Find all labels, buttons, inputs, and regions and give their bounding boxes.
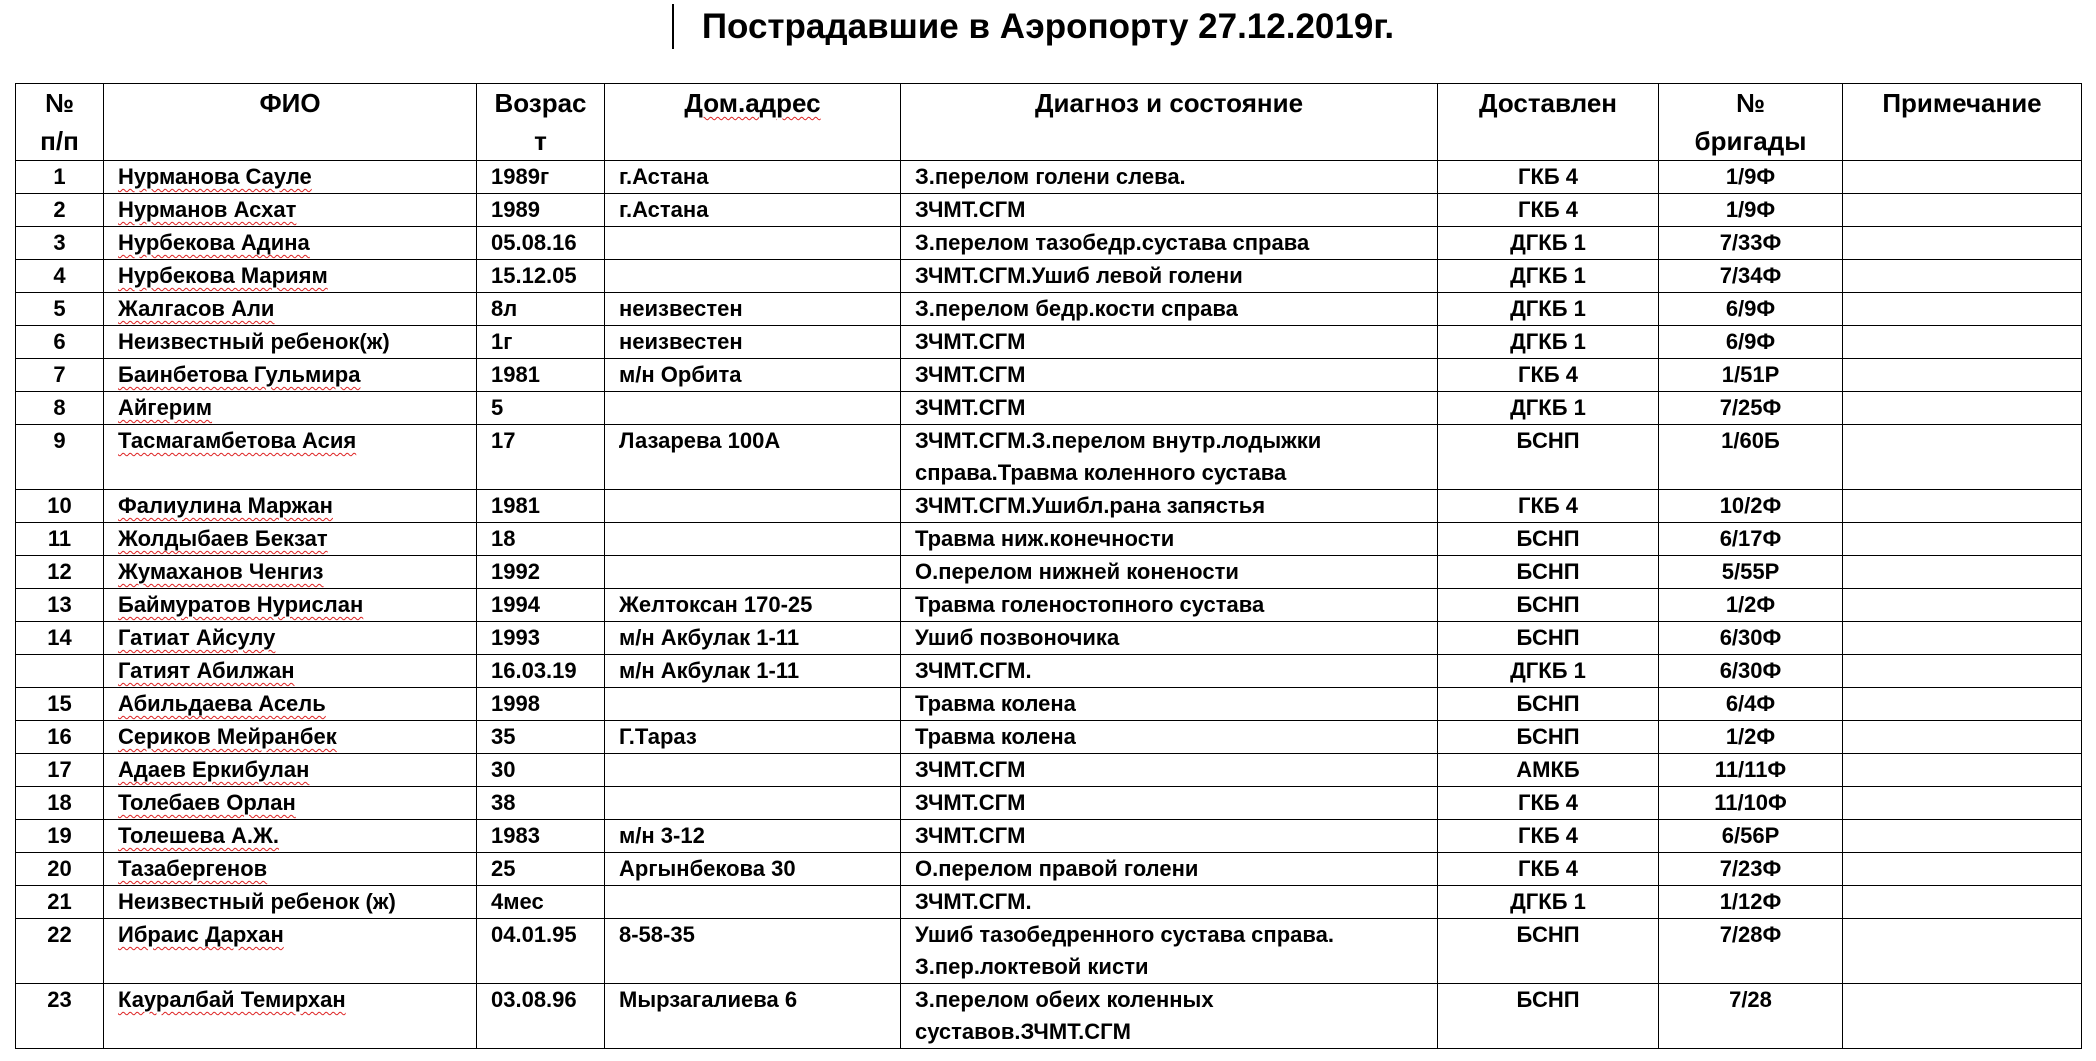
cell-num: 18 [16, 787, 104, 820]
cell-delivered: ГКБ 4 [1438, 490, 1659, 523]
cell-diagnosis: О.перелом нижней конености [901, 556, 1438, 589]
cell-brigade: 7/23Ф [1659, 853, 1843, 886]
cell-delivered: БСНП [1438, 688, 1659, 721]
cell-brigade: 1/12Ф [1659, 886, 1843, 919]
cell-name: Жалгасов Али [104, 293, 477, 326]
cell-age: 1981 [477, 490, 605, 523]
cell-delivered: БСНП [1438, 523, 1659, 556]
cell-name: Сериков Мейранбек [104, 721, 477, 754]
cell-address [605, 227, 901, 260]
cell-brigade: 7/34Ф [1659, 260, 1843, 293]
cell-name: Адаев Еркибулан [104, 754, 477, 787]
cell-num: 7 [16, 359, 104, 392]
cell-delivered: АМКБ [1438, 754, 1659, 787]
cell-name: Фалиулина Маржан [104, 490, 477, 523]
cell-delivered: ДГКБ 1 [1438, 293, 1659, 326]
cell-address [605, 754, 901, 787]
table-row [16, 523, 2082, 556]
cell-address [605, 490, 901, 523]
cell-brigade: 11/11Ф [1659, 754, 1843, 787]
cell-brigade: 10/2Ф [1659, 490, 1843, 523]
cell-address [605, 523, 901, 556]
table-row [16, 853, 2082, 886]
cell-brigade: 6/30Ф [1659, 655, 1843, 688]
cell-note [1843, 655, 2082, 688]
cell-diagnosis: З.перелом обеих коленных суставов.ЗЧМТ.СГМ [901, 984, 1438, 1049]
cell-age: 4мес [477, 886, 605, 919]
cell-num: 12 [16, 556, 104, 589]
cell-note [1843, 984, 2082, 1049]
cell-name: Ибраис Дархан [104, 919, 477, 984]
cell-age: 1994 [477, 589, 605, 622]
cell-address: г.Астана [605, 194, 901, 227]
table-row [16, 490, 2082, 523]
cell-diagnosis: Травма колена [901, 688, 1438, 721]
cell-brigade: 7/25Ф [1659, 392, 1843, 425]
cell-address: м/н Орбита [605, 359, 901, 392]
cell-diagnosis: З.перелом бедр.кости справа [901, 293, 1438, 326]
table-row [16, 754, 2082, 787]
cell-note [1843, 820, 2082, 853]
cell-name: Нурбекова Адина [104, 227, 477, 260]
cell-num: 3 [16, 227, 104, 260]
cell-diagnosis: ЗЧМТ.СГМ [901, 194, 1438, 227]
table-row [16, 622, 2082, 655]
cell-age: 1998 [477, 688, 605, 721]
cell-num: 6 [16, 326, 104, 359]
cell-address: г.Астана [605, 161, 901, 194]
cell-age: 1989 [477, 194, 605, 227]
cell-brigade: 1/51Р [1659, 359, 1843, 392]
cell-age: 8л [477, 293, 605, 326]
cell-brigade: 5/55Р [1659, 556, 1843, 589]
table-row [16, 886, 2082, 919]
cell-address: Желтоксан 170-25 [605, 589, 901, 622]
table-row [16, 820, 2082, 853]
cell-address: неизвестен [605, 293, 901, 326]
cell-age: 1г [477, 326, 605, 359]
cell-num: 20 [16, 853, 104, 886]
cell-delivered: БСНП [1438, 984, 1659, 1049]
header-address: Дом.адрес [605, 84, 901, 161]
cell-brigade: 6/9Ф [1659, 293, 1843, 326]
cell-age: 1981 [477, 359, 605, 392]
table-row [16, 721, 2082, 754]
cell-delivered: ГКБ 4 [1438, 161, 1659, 194]
header-diagnosis: Диагноз и состояние [901, 84, 1438, 161]
cell-name: Баинбетова Гульмира [104, 359, 477, 392]
cell-brigade: 1/9Ф [1659, 194, 1843, 227]
cell-delivered: ДГКБ 1 [1438, 227, 1659, 260]
cell-address: м/н 3-12 [605, 820, 901, 853]
table-row [16, 326, 2082, 359]
cell-diagnosis: ЗЧМТ.СГМ [901, 359, 1438, 392]
victims-table [15, 83, 2082, 1049]
cell-diagnosis: ЗЧМТ.СГМ [901, 820, 1438, 853]
cell-diagnosis: ЗЧМТ.СГМ [901, 754, 1438, 787]
cell-num [16, 655, 104, 688]
cell-age: 15.12.05 [477, 260, 605, 293]
cell-brigade: 6/17Ф [1659, 523, 1843, 556]
table-header-row [16, 84, 2082, 161]
header-delivered: Доставлен [1438, 84, 1659, 161]
cell-num: 9 [16, 425, 104, 490]
cell-name: Гатиат Айсулу [104, 622, 477, 655]
header-note: Примечание [1843, 84, 2082, 161]
cell-delivered: ГКБ 4 [1438, 853, 1659, 886]
cell-age: 17 [477, 425, 605, 490]
cell-address: 8-58-35 [605, 919, 901, 984]
cell-note [1843, 754, 2082, 787]
cell-address [605, 688, 901, 721]
cell-brigade: 7/28Ф [1659, 919, 1843, 984]
cell-diagnosis: З.перелом тазобедр.сустава справа [901, 227, 1438, 260]
cell-diagnosis: ЗЧМТ.СГМ.З.перелом внутр.лодыжки справа.Травма коленного сустава [901, 425, 1438, 490]
cell-name: Абильдаева Асель [104, 688, 477, 721]
cell-num: 17 [16, 754, 104, 787]
cell-num: 19 [16, 820, 104, 853]
page-title: Пострадавшие в Аэропорту 27.12.2019г. [701, 7, 1395, 46]
cell-num: 13 [16, 589, 104, 622]
cell-num: 5 [16, 293, 104, 326]
cell-diagnosis: ЗЧМТ.СГМ [901, 326, 1438, 359]
cell-delivered: БСНП [1438, 589, 1659, 622]
cell-num: 1 [16, 161, 104, 194]
cell-brigade: 11/10Ф [1659, 787, 1843, 820]
cell-name: Толебаев Орлан [104, 787, 477, 820]
cell-age: 5 [477, 392, 605, 425]
cell-address [605, 556, 901, 589]
header-name: ФИО [104, 84, 477, 161]
cell-name: Жолдыбаев Бекзат [104, 523, 477, 556]
cell-name: Баймуратов Нурислан [104, 589, 477, 622]
header-brigade: № бригады [1659, 84, 1843, 161]
cell-brigade: 7/28 [1659, 984, 1843, 1049]
cell-name: Нурбекова Мариям [104, 260, 477, 293]
cell-diagnosis: ЗЧМТ.СГМ.Ушибл.рана запястья [901, 490, 1438, 523]
table-row [16, 425, 2082, 490]
cell-brigade: 6/9Ф [1659, 326, 1843, 359]
table-row [16, 194, 2082, 227]
cell-delivered: ГКБ 4 [1438, 787, 1659, 820]
cell-delivered: ГКБ 4 [1438, 820, 1659, 853]
header-age: Возрас т [477, 84, 605, 161]
cell-brigade: 6/4Ф [1659, 688, 1843, 721]
cell-note [1843, 523, 2082, 556]
table-row [16, 984, 2082, 1049]
cell-note [1843, 293, 2082, 326]
cell-name: Тазабергенов [104, 853, 477, 886]
table-row [16, 787, 2082, 820]
cell-note [1843, 359, 2082, 392]
cell-diagnosis: ЗЧМТ.СГМ [901, 787, 1438, 820]
cell-diagnosis: Травма голеностопного сустава [901, 589, 1438, 622]
cell-age: 1992 [477, 556, 605, 589]
cell-num: 10 [16, 490, 104, 523]
cell-note [1843, 886, 2082, 919]
cell-diagnosis: Травма ниж.конечности [901, 523, 1438, 556]
cell-delivered: ДГКБ 1 [1438, 392, 1659, 425]
cell-name: Нурманов Асхат [104, 194, 477, 227]
cell-address: Лазарева 100А [605, 425, 901, 490]
cell-age: 16.03.19 [477, 655, 605, 688]
cell-note [1843, 392, 2082, 425]
cell-address [605, 886, 901, 919]
cell-diagnosis: ЗЧМТ.СГМ. [901, 886, 1438, 919]
cell-address: м/н Акбулак 1-11 [605, 655, 901, 688]
table-row [16, 161, 2082, 194]
cell-num: 14 [16, 622, 104, 655]
cell-num: 8 [16, 392, 104, 425]
cell-brigade: 6/30Ф [1659, 622, 1843, 655]
cell-note [1843, 194, 2082, 227]
cell-brigade: 1/9Ф [1659, 161, 1843, 194]
cell-delivered: БСНП [1438, 425, 1659, 490]
cell-address: м/н Акбулак 1-11 [605, 622, 901, 655]
cell-delivered: ДГКБ 1 [1438, 655, 1659, 688]
table-row [16, 655, 2082, 688]
cell-num: 16 [16, 721, 104, 754]
cell-delivered: БСНП [1438, 721, 1659, 754]
cell-address: неизвестен [605, 326, 901, 359]
cell-diagnosis: Ушиб позвоночика [901, 622, 1438, 655]
table-row [16, 392, 2082, 425]
cell-delivered: ДГКБ 1 [1438, 260, 1659, 293]
cell-name: Гатият Абилжан [104, 655, 477, 688]
cell-age: 03.08.96 [477, 984, 605, 1049]
header-num: № п/п [16, 84, 104, 161]
cell-brigade: 1/2Ф [1659, 589, 1843, 622]
cell-note [1843, 787, 2082, 820]
cell-delivered: БСНП [1438, 622, 1659, 655]
cell-note [1843, 556, 2082, 589]
cell-note [1843, 622, 2082, 655]
cell-num: 4 [16, 260, 104, 293]
text-cursor [672, 4, 674, 49]
cell-diagnosis: О.перелом правой голени [901, 853, 1438, 886]
cell-address [605, 392, 901, 425]
cell-name: Кауралбай Темирхан [104, 984, 477, 1049]
cell-note [1843, 227, 2082, 260]
cell-diagnosis: ЗЧМТ.СГМ.Ушиб левой голени [901, 260, 1438, 293]
cell-delivered: БСНП [1438, 919, 1659, 984]
cell-age: 35 [477, 721, 605, 754]
cell-name: Нурманова Сауле [104, 161, 477, 194]
cell-delivered: БСНП [1438, 556, 1659, 589]
table-row [16, 556, 2082, 589]
cell-name: Тасмагамбетова Асия [104, 425, 477, 490]
cell-note [1843, 688, 2082, 721]
cell-delivered: ДГКБ 1 [1438, 326, 1659, 359]
table-row [16, 359, 2082, 392]
cell-age: 38 [477, 787, 605, 820]
cell-age: 05.08.16 [477, 227, 605, 260]
cell-num: 21 [16, 886, 104, 919]
table-row [16, 919, 2082, 984]
cell-address: Г.Тараз [605, 721, 901, 754]
cell-name: Неизвестный ребенок(ж) [104, 326, 477, 359]
cell-note [1843, 260, 2082, 293]
cell-note [1843, 490, 2082, 523]
cell-age: 18 [477, 523, 605, 556]
cell-note [1843, 853, 2082, 886]
cell-diagnosis: ЗЧМТ.СГМ [901, 392, 1438, 425]
cell-name: Неизвестный ребенок (ж) [104, 886, 477, 919]
cell-num: 22 [16, 919, 104, 984]
cell-diagnosis: Ушиб тазобедренного сустава справа. З.пер.локтевой кисти [901, 919, 1438, 984]
cell-age: 1993 [477, 622, 605, 655]
cell-age: 1983 [477, 820, 605, 853]
cell-age: 04.01.95 [477, 919, 605, 984]
table-row [16, 227, 2082, 260]
cell-note [1843, 919, 2082, 984]
cell-name: Жумаханов Ченгиз [104, 556, 477, 589]
table-row [16, 688, 2082, 721]
cell-note [1843, 589, 2082, 622]
cell-age: 1989г [477, 161, 605, 194]
cell-address [605, 787, 901, 820]
cell-note [1843, 425, 2082, 490]
cell-brigade: 6/56Р [1659, 820, 1843, 853]
cell-diagnosis: Травма колена [901, 721, 1438, 754]
cell-age: 30 [477, 754, 605, 787]
cell-delivered: ДГКБ 1 [1438, 886, 1659, 919]
cell-brigade: 7/33Ф [1659, 227, 1843, 260]
table-row [16, 293, 2082, 326]
table-row [16, 260, 2082, 293]
cell-address [605, 260, 901, 293]
cell-delivered: ГКБ 4 [1438, 359, 1659, 392]
cell-note [1843, 326, 2082, 359]
cell-num: 23 [16, 984, 104, 1049]
cell-note [1843, 721, 2082, 754]
cell-age: 25 [477, 853, 605, 886]
cell-num: 2 [16, 194, 104, 227]
cell-name: Толешева А.Ж. [104, 820, 477, 853]
table-row [16, 589, 2082, 622]
cell-address: Мырзагалиева 6 [605, 984, 901, 1049]
cell-brigade: 1/2Ф [1659, 721, 1843, 754]
cell-num: 15 [16, 688, 104, 721]
cell-name: Айгерим [104, 392, 477, 425]
cell-address: Аргынбекова 30 [605, 853, 901, 886]
cell-num: 11 [16, 523, 104, 556]
cell-brigade: 1/60Б [1659, 425, 1843, 490]
cell-note [1843, 161, 2082, 194]
cell-diagnosis: З.перелом голени слева. [901, 161, 1438, 194]
cell-diagnosis: ЗЧМТ.СГМ. [901, 655, 1438, 688]
cell-delivered: ГКБ 4 [1438, 194, 1659, 227]
